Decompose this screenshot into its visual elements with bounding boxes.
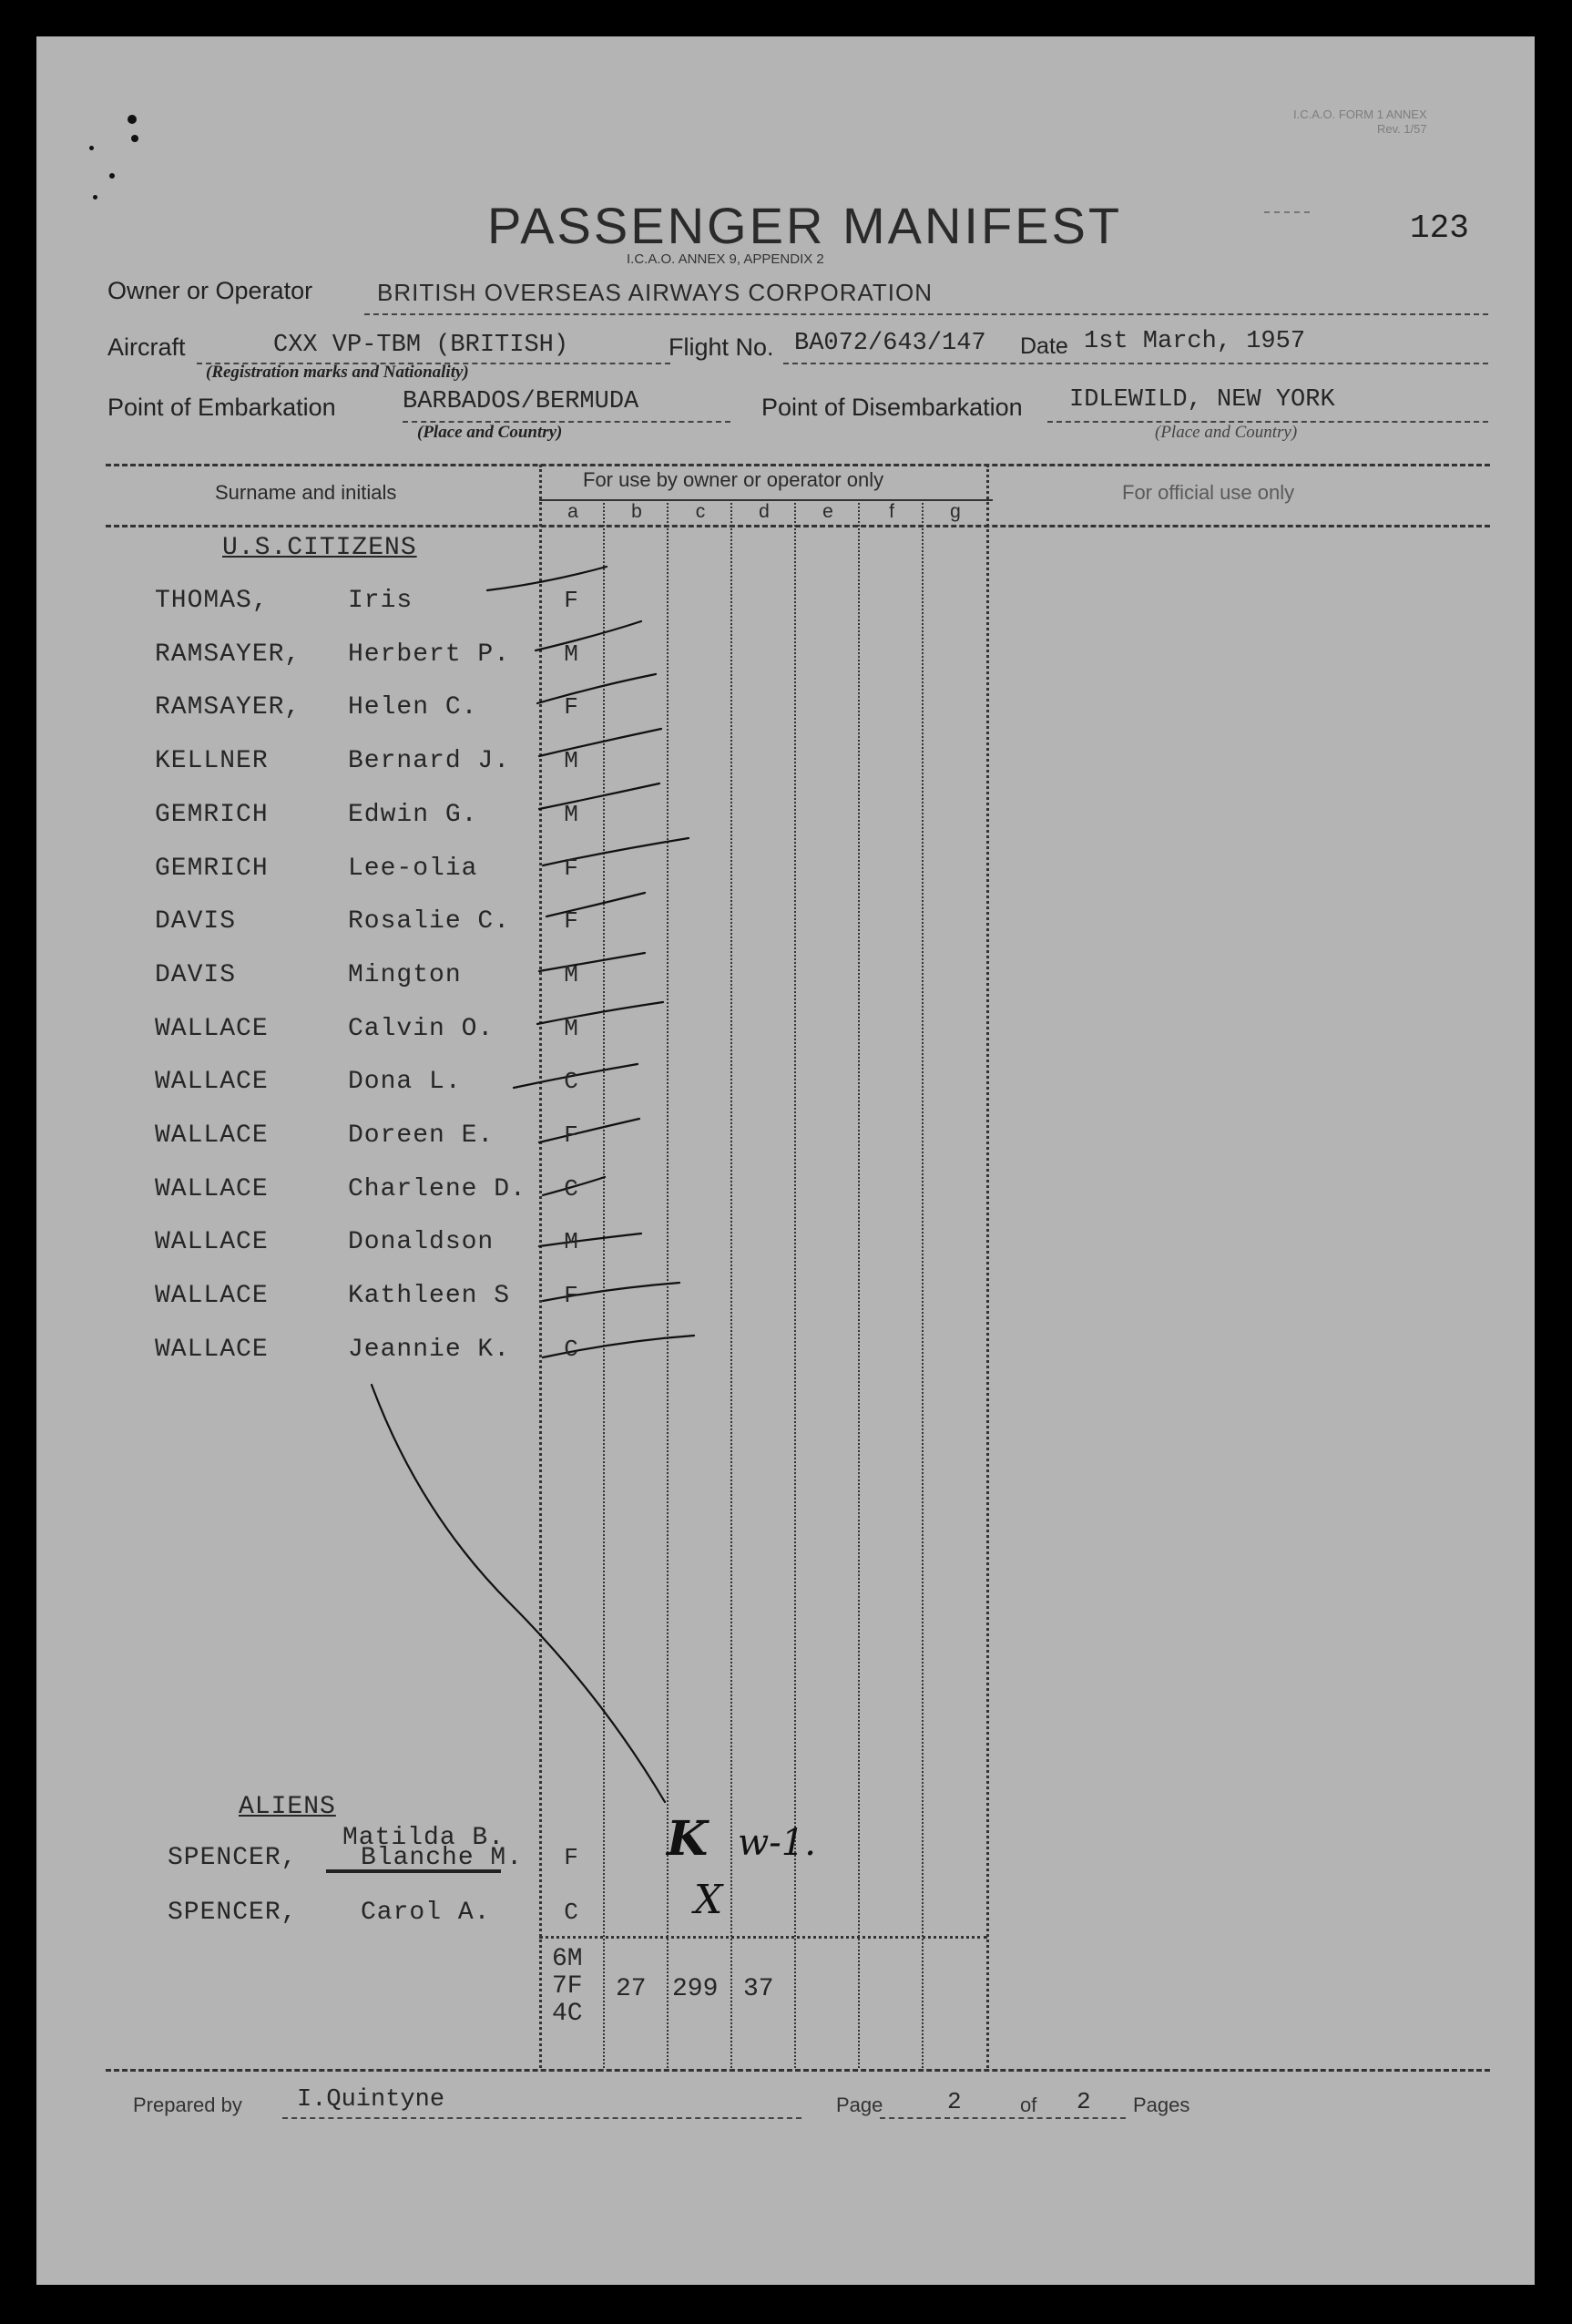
column-header-d: d	[759, 501, 770, 522]
flight-label: Flight No.	[669, 333, 774, 361]
passenger-sex-code: C	[564, 1068, 578, 1096]
form-code-line: I.C.A.O. FORM 1 ANNEX	[1293, 107, 1427, 121]
annex-reference: I.C.A.O. ANNEX 9, APPENDIX 2	[627, 251, 824, 267]
passenger-row	[36, 693, 1038, 730]
aircraft-value: CXX VP-TBM (BRITISH)	[273, 332, 569, 359]
owner-label: Owner or Operator	[107, 277, 313, 304]
passenger-given-names: Carol A.	[361, 1899, 491, 1927]
passenger-given-names: Calvin O.	[348, 1014, 495, 1043]
passenger-given-names: Blanche M.	[361, 1844, 524, 1872]
passenger-row	[36, 587, 1038, 623]
passenger-surname: WALLACE	[155, 1174, 269, 1203]
of-label: of	[1020, 2094, 1037, 2116]
passenger-surname: SPENCER,	[168, 1899, 298, 1927]
total-b: 27	[616, 1975, 647, 2003]
passenger-given-names: Rosalie C.	[348, 907, 511, 937]
total-a-line: 7F	[552, 1972, 583, 2001]
passenger-given-names: Iris	[348, 587, 413, 615]
passenger-sex-code: M	[564, 800, 578, 828]
passenger-row	[36, 855, 1038, 891]
embarkation-value: BARBADOS/BERMUDA	[403, 388, 639, 415]
passenger-row	[36, 1228, 1038, 1264]
of-value: 2	[1077, 2088, 1091, 2115]
passenger-given-names: Donaldson	[348, 1228, 495, 1257]
passenger-surname: GEMRICH	[155, 800, 269, 829]
passenger-row	[36, 1121, 1038, 1158]
passenger-sex-code: M	[564, 640, 578, 668]
passenger-surname: WALLACE	[155, 1335, 269, 1364]
passenger-surname: WALLACE	[155, 1068, 269, 1097]
passenger-sex-code: C	[564, 1335, 578, 1363]
passenger-surname: DAVIS	[155, 907, 237, 937]
passenger-surname: SPENCER,	[168, 1844, 298, 1872]
totals-rule	[539, 1936, 987, 1939]
passenger-given-names: Bernard J.	[348, 747, 511, 776]
owner-use-header: For use by owner or operator only	[583, 468, 884, 491]
passenger-row	[36, 801, 1038, 837]
passenger-row	[36, 1015, 1038, 1051]
passenger-given-names: Charlene D.	[348, 1174, 526, 1203]
official-use-header: For official use only	[1122, 481, 1295, 504]
page-number: 123	[1410, 210, 1469, 247]
form-code-line: Rev. 1/57	[1376, 122, 1427, 136]
passenger-sex-code: F	[564, 907, 578, 936]
passenger-row	[36, 1282, 1038, 1318]
column-header-a: a	[567, 501, 578, 522]
passenger-given-names: Herbert P.	[348, 640, 511, 669]
handwritten-strokes	[36, 36, 1535, 2285]
date-label: Date	[1020, 333, 1068, 359]
total-c: 299	[672, 1975, 719, 2003]
passenger-row	[36, 747, 1038, 783]
passenger-sex-code: C	[564, 1899, 578, 1926]
passenger-given-names: Kathleen S	[348, 1282, 511, 1311]
aircraft-caption: (Registration marks and Nationality)	[206, 363, 469, 382]
table-bottom-rule	[106, 2069, 1490, 2072]
passenger-surname: WALLACE	[155, 1014, 269, 1043]
passenger-sex-code: M	[564, 747, 578, 775]
section-us-citizens: U.S.CITIZENS	[222, 534, 417, 562]
passenger-given-names: Jeannie K.	[348, 1335, 511, 1364]
passenger-sex-code: F	[564, 1121, 578, 1149]
passenger-given-names: Doreen E.	[348, 1121, 495, 1150]
total-a-line: 6M	[552, 1945, 583, 1973]
passenger-surname: DAVIS	[155, 960, 237, 989]
prepared-by-label: Prepared by	[133, 2094, 242, 2116]
passenger-surname: WALLACE	[155, 1121, 269, 1150]
passenger-row	[36, 1175, 1038, 1212]
passenger-sex-code: C	[564, 1174, 578, 1203]
passenger-surname: RAMSAYER,	[155, 640, 301, 669]
pages-label: Pages	[1133, 2094, 1190, 2116]
passenger-surname: GEMRICH	[155, 854, 269, 883]
passenger-given-names: Lee-olia	[348, 854, 478, 883]
passenger-given-names: Edwin G.	[348, 800, 478, 829]
passenger-given-names: Dona L.	[348, 1068, 462, 1097]
passenger-sex-code: F	[564, 1844, 578, 1871]
page-underline	[880, 2117, 1126, 2119]
passenger-sex-code: F	[564, 1282, 578, 1310]
owner-value: BRITISH OVERSEAS AIRWAYS CORPORATION	[377, 279, 934, 306]
handwritten-x: X	[694, 1877, 723, 1923]
prepared-by-underline	[282, 2117, 801, 2119]
column-header-e: e	[822, 501, 833, 522]
passenger-given-names: Mington	[348, 960, 462, 989]
total-a	[552, 1946, 583, 2028]
date-value: 1st March, 1957	[1084, 328, 1306, 355]
passenger-surname: WALLACE	[155, 1228, 269, 1257]
section-aliens: ALIENS	[239, 1793, 336, 1821]
passenger-surname: RAMSAYER,	[155, 693, 301, 722]
diagonal-cancel-line	[372, 1385, 665, 1802]
handwritten-note: w-1.	[738, 1822, 816, 1864]
passenger-sex-code: F	[564, 693, 578, 722]
total-d: 37	[743, 1975, 774, 2003]
handwritten-mark-c: K	[667, 1811, 709, 1867]
alien-row	[36, 1899, 1038, 1935]
passenger-sex-code: M	[564, 1014, 578, 1042]
disembarkation-value: IDLEWILD, NEW YORK	[1069, 386, 1335, 414]
passenger-row	[36, 640, 1038, 677]
embarkation-caption: (Place and Country)	[417, 423, 563, 442]
disembarkation-label: Point of Disembarkation	[761, 394, 1023, 421]
passenger-surname: WALLACE	[155, 1282, 269, 1311]
passenger-given-names: Helen C.	[348, 693, 478, 722]
page-title: PASSENGER MANIFEST	[487, 197, 1123, 254]
alien-row	[36, 1844, 1038, 1880]
passenger-surname: KELLNER	[155, 747, 269, 776]
disembarkation-caption: (Place and Country)	[1155, 423, 1298, 442]
page-label: Page	[836, 2094, 883, 2116]
passenger-row	[36, 1336, 1038, 1372]
embarkation-label: Point of Embarkation	[107, 394, 336, 421]
prepared-by-value: I.Quintyne	[297, 2086, 445, 2114]
flight-value: BA072/643/147	[794, 330, 986, 357]
passenger-sex-code: F	[564, 587, 578, 614]
column-header-f: f	[889, 501, 894, 522]
manifest-sheet	[36, 36, 1535, 2285]
alien-above-given: Matilda B.	[342, 1824, 505, 1852]
page-value: 2	[947, 2088, 962, 2115]
passenger-surname: THOMAS,	[155, 587, 269, 615]
column-header-c: c	[695, 501, 706, 522]
total-a-line: 4C	[552, 2000, 583, 2028]
aircraft-label: Aircraft	[107, 333, 186, 361]
column-header-b: b	[631, 501, 642, 522]
column-header-g: g	[950, 501, 961, 522]
surname-header: Surname and initials	[215, 481, 397, 504]
passenger-row	[36, 1068, 1038, 1104]
passenger-row	[36, 961, 1038, 998]
passenger-sex-code: M	[564, 1228, 578, 1256]
passenger-row	[36, 907, 1038, 944]
passenger-sex-code: M	[564, 960, 578, 988]
passenger-sex-code: F	[564, 854, 578, 882]
